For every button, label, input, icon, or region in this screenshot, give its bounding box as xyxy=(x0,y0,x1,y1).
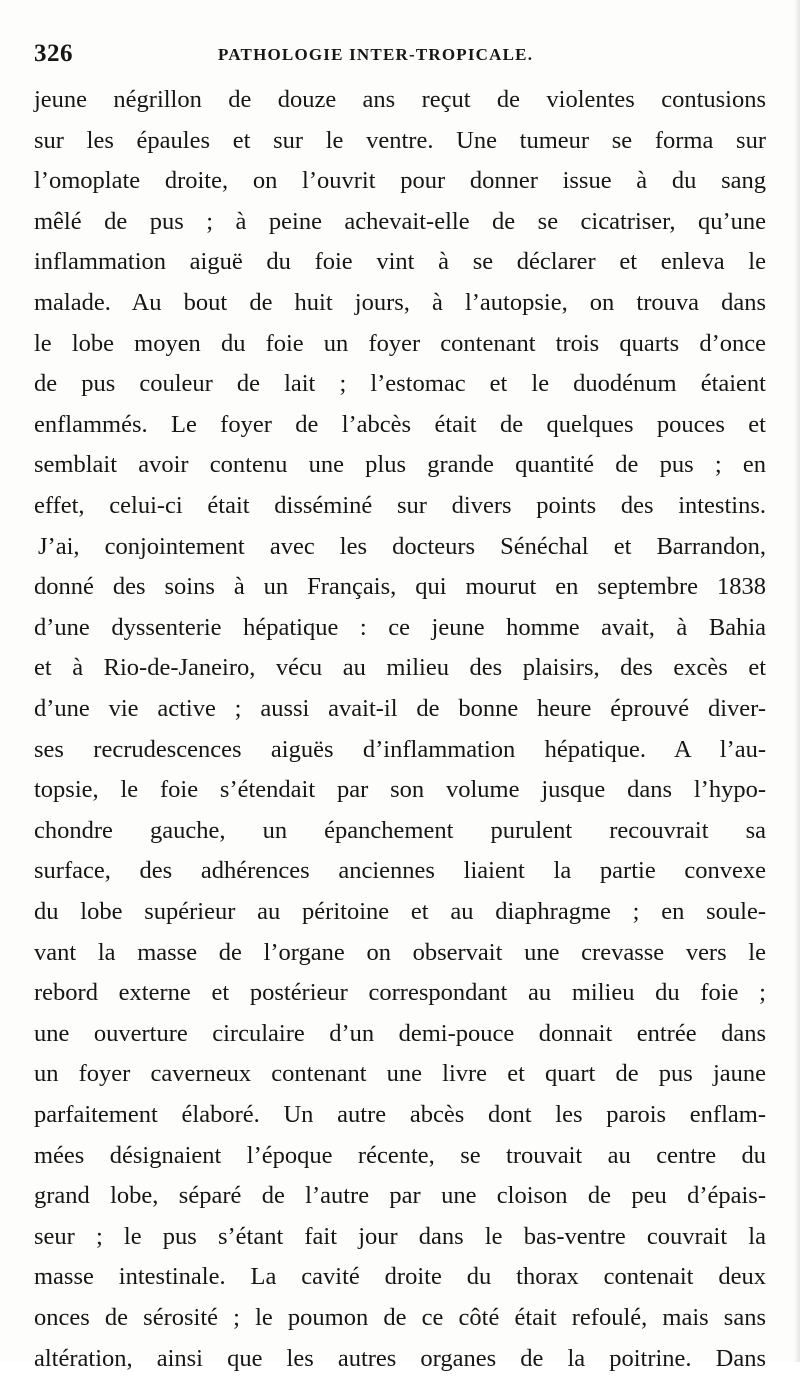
text-line: un foyer caverneux contenant une livre et quart de pus jaune xyxy=(34,1060,766,1088)
text-line: sur les épaules et sur le ventre. Une tumeur se forma sur xyxy=(34,126,766,154)
page-edge-shadow xyxy=(794,0,800,1362)
text-line: chondre gauche, un épanchement purulent recouvrait sa xyxy=(34,816,766,844)
text-line: d’une vie active ; aussi avait-il de bonne heure éprouvé diver- xyxy=(34,695,766,722)
text-line: donné des soins à un Français, qui mourut en septembre 1838 xyxy=(34,573,766,601)
text-line: mées désignaient l’époque récente, se trouvait au centre du xyxy=(34,1141,766,1169)
text-line: effet, celui-ci était disséminé sur divers points des intestins. xyxy=(34,492,766,519)
text-line: malade. Au bout de huit jours, à l’autopsie, on trouva dans xyxy=(34,289,766,316)
text-line: grand lobe, séparé de l’autre par une cloison de peu d’épais- xyxy=(34,1182,766,1210)
text-line: altération, ainsi que les autres organes de la poitrine. Dans xyxy=(34,1344,766,1372)
text-line: J’ai, conjointement avec les docteurs Sénéchal et Barrandon, xyxy=(38,532,766,560)
text-line: mêlé de pus ; à peine achevait-elle de se cicatriser, qu’une xyxy=(34,207,766,235)
text-line: surface, des adhérences anciennes liaient la partie convexe xyxy=(34,857,766,885)
text-line: topsie, le foie s’étendait par son volume jusque dans l’hypo- xyxy=(34,776,766,804)
text-line: jeune négrillon de douze ans reçut de violentes contusions xyxy=(34,86,766,113)
text-line: une ouverture circulaire d’un demi-pouce donnait entrée dans xyxy=(34,1019,766,1047)
text-line: le lobe moyen du foie un foyer contenant trois quarts d’once xyxy=(34,329,766,357)
text-line: l’omoplate droite, on l’ouvrit pour donner issue à du sang xyxy=(34,167,766,195)
text-line: vant la masse de l’organe on observait une crevasse vers le xyxy=(34,938,766,966)
running-head: PATHOLOGIE INTER-TROPICALE. xyxy=(218,45,534,64)
text-line: masse intestinale. La cavité droite du thorax contenait deux xyxy=(34,1263,766,1291)
text-line: de pus couleur de lait ; l’estomac et le duodénum étaient xyxy=(34,370,766,398)
text-line: enflammés. Le foyer de l’abcès était de quelques pouces et xyxy=(34,410,766,438)
text-line: parfaitement élaboré. Un autre abcès dont les parois enflam- xyxy=(34,1101,766,1128)
page-header xyxy=(34,40,764,74)
text-line: semblait avoir contenu une plus grande quantité de pus ; en xyxy=(34,451,766,479)
text-line: ses recrudescences aiguës d’inflammation hépatique. A l’au- xyxy=(34,735,766,763)
text-line: du lobe supérieur au péritoine et au diaphragme ; en soule- xyxy=(34,898,766,925)
text-line: d’une dyssenterie hépatique : ce jeune homme avait, à Bahia xyxy=(34,613,766,641)
text-line: seur ; le pus s’étant fait jour dans le bas-ventre couvrait la xyxy=(34,1222,766,1250)
page-number: 326 xyxy=(34,40,73,67)
text-line: inflammation aiguë du foie vint à se déclarer et enleva le xyxy=(34,248,766,276)
text-line: onces de sérosité ; le poumon de ce côté était refoulé, mais sans xyxy=(34,1304,766,1331)
text-line: et à Rio-de-Janeiro, vécu au milieu des plaisirs, des excès et xyxy=(34,654,766,682)
text-line: rebord externe et postérieur correspondant au milieu du foie ; xyxy=(34,979,766,1007)
